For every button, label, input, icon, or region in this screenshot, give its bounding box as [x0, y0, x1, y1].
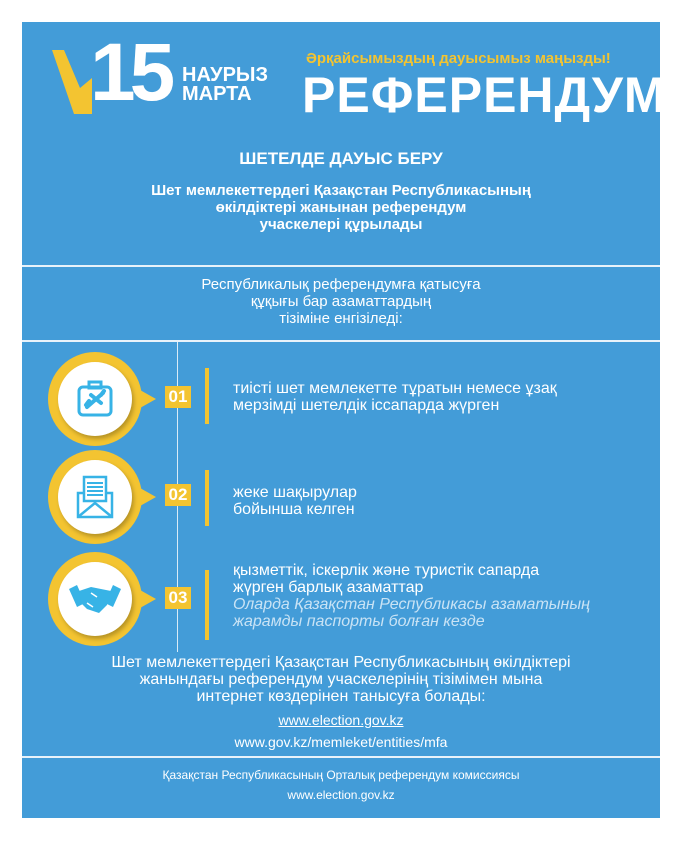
item-text: тиісті шет мемлекетте тұратын немесе ұзақ мерзімді шетелдік іссапарда жүрген: [233, 380, 557, 414]
divider: [22, 340, 660, 342]
slogan: Әрқайсымыздың дауысымыз маңызды!: [306, 50, 611, 67]
item-bar: [205, 470, 209, 526]
logo-checkmark-icon: [52, 50, 92, 114]
item-number: 03: [165, 587, 191, 609]
footer-org: Қазақстан Республикасының Орталық референдум комиссиясы: [162, 768, 520, 782]
mfa-link[interactable]: www.gov.kz/memleket/entities/mfa: [234, 734, 448, 750]
logo-month: НАУРЫЗ МАРТА: [182, 64, 269, 105]
item-number: 01: [165, 386, 191, 408]
election-link[interactable]: www.election.gov.kz: [278, 712, 404, 728]
item-icon-circle: [48, 450, 142, 544]
title: РЕФЕРЕНДУМ: [302, 67, 667, 123]
item-icon-circle: [48, 352, 142, 446]
divider: [22, 756, 660, 758]
logo-day: 15: [90, 27, 170, 118]
suitcase-plane-icon: [75, 379, 115, 419]
item-text: жеке шақырулар бойынша келген: [233, 484, 357, 518]
item-icon-circle: [48, 552, 142, 646]
intro-text: Шет мемлекеттердегі Қазақстан Республикасының өкілдіктері жанынан референдум учаскелері құрылады: [151, 182, 531, 233]
item-bar: [205, 368, 209, 424]
item-number: 02: [165, 484, 191, 506]
eligibility-text: Республикалық референдумға қатысуға құқығы бар азаматтардың тізіміне енгізіледі:: [201, 276, 481, 327]
handshake-icon: [67, 581, 123, 617]
section-heading: ШЕТЕЛДЕ ДАУЫС БЕРУ: [239, 149, 443, 168]
item-text: қызметтік, іскерлік және туристік сапарда жүрген барлық азаматтар Оларда Қазақстан Республикасы азаматының жарамды паспорты болған кезде: [233, 562, 590, 630]
info-text: Шет мемлекеттердегі Қазақстан Республикасының өкілдіктері жанындағы референдум учаскелерінің тізімімен мына интернет көздерінен танысуға болады:: [111, 654, 571, 705]
footer-site[interactable]: www.election.gov.kz: [287, 788, 395, 802]
item-bar: [205, 570, 209, 640]
poster-panel: [22, 22, 667, 818]
divider: [22, 265, 660, 267]
link-wrap: [22, 734, 660, 750]
envelope-letter-icon: [75, 475, 115, 519]
link-wrap: [22, 712, 660, 728]
